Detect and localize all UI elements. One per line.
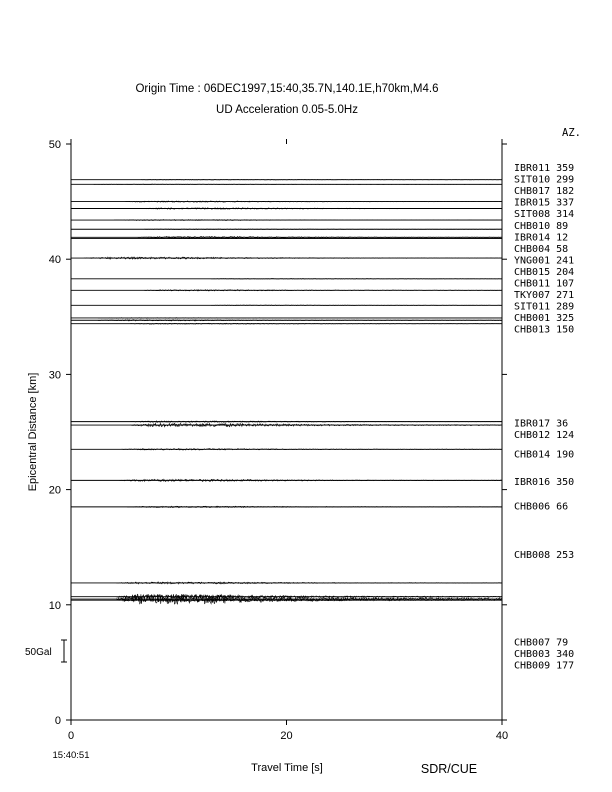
station-label: CHB008 253 bbox=[514, 550, 575, 561]
x-tick-label: 0 bbox=[67, 730, 75, 742]
y-tick-label: 10 bbox=[48, 599, 61, 612]
station-label: YNG001 241 bbox=[514, 255, 575, 267]
station-label: CHB003 340 bbox=[514, 649, 575, 661]
station-label: CHB012 124 bbox=[514, 429, 575, 441]
trace-waveform bbox=[84, 257, 502, 259]
station-label: CHB006 66 bbox=[514, 501, 569, 513]
station-label: IBR014 12 bbox=[514, 232, 569, 244]
chart-title: Origin Time : 06DEC1997,15:40,35.7N,140.1E,h70km,M4.6 bbox=[135, 83, 439, 95]
station-label: SIT011 289 bbox=[514, 301, 575, 313]
station-label: IBR016 350 bbox=[514, 476, 575, 488]
azimuth-header: AZ. bbox=[562, 127, 581, 139]
station-label: CHB010 89 bbox=[514, 220, 569, 232]
y-tick-label: 20 bbox=[48, 484, 61, 497]
y-tick-label: 30 bbox=[48, 369, 61, 382]
trace-waveform bbox=[127, 506, 501, 507]
trace-waveform bbox=[120, 479, 502, 481]
trace-waveform bbox=[130, 423, 501, 426]
station-label: CHB014 190 bbox=[514, 449, 575, 461]
y-axis-label: Epicentral Distance [km] bbox=[27, 372, 39, 492]
station-label: CHB017 182 bbox=[514, 186, 575, 198]
trace-waveform bbox=[211, 279, 501, 280]
y-tick-label: 0 bbox=[54, 715, 61, 727]
station-label: CHB004 58 bbox=[514, 243, 569, 255]
station-label: CHB013 150 bbox=[514, 324, 575, 336]
station-label: IBR015 337 bbox=[514, 197, 575, 209]
station-label: IBR017 36 bbox=[514, 418, 569, 430]
chart-subtitle: UD Acceleration 0.05-5.0Hz bbox=[216, 104, 358, 116]
trace-waveform bbox=[138, 236, 502, 238]
station-labels bbox=[514, 163, 574, 672]
station-label: SIT008 314 bbox=[514, 209, 575, 221]
station-label: CHB001 325 bbox=[514, 313, 575, 325]
y-tick-label: 40 bbox=[48, 254, 61, 267]
scale-bar-label: 50Gal bbox=[25, 647, 52, 658]
station-label: CHB011 107 bbox=[514, 278, 575, 290]
credit-label: SDR/CUE bbox=[420, 762, 478, 776]
station-label: IBR011 359 bbox=[514, 163, 575, 174]
station-label: TKY007 271 bbox=[514, 290, 575, 302]
origin-time-label: 15:40:51 bbox=[52, 750, 90, 761]
trace-waveform bbox=[146, 238, 501, 239]
station-label: CHB015 204 bbox=[514, 266, 575, 278]
station-label: CHB009 177 bbox=[514, 660, 575, 672]
station-label: SIT010 299 bbox=[514, 174, 575, 186]
x-tick-label: 40 bbox=[495, 730, 509, 742]
y-tick-label: 50 bbox=[48, 139, 61, 151]
x-axis-label: Travel Time [s] bbox=[251, 762, 323, 774]
seismogram-traces bbox=[71, 180, 502, 605]
x-tick-label: 20 bbox=[280, 730, 293, 742]
station-label: CHB007 79 bbox=[514, 637, 569, 649]
trace-waveform bbox=[211, 305, 501, 306]
